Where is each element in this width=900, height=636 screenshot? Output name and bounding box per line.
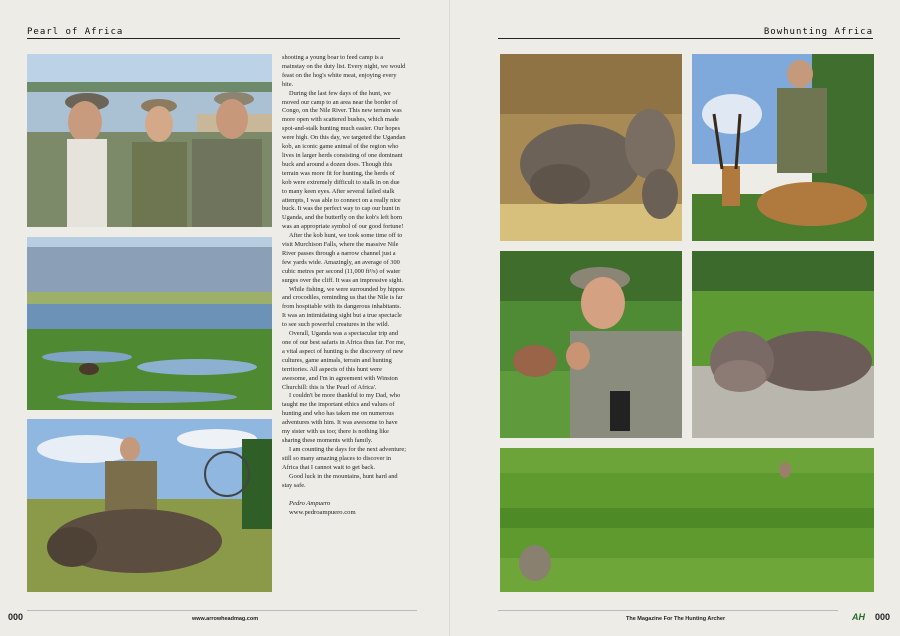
author-name: Pedro Ampuero xyxy=(289,500,331,508)
author-website: www.pedroampuero.com xyxy=(289,509,356,517)
article-paragraph: I couldn't be more thankful to my Dad, who taught me the important ethics and values of hunting and who has taken me on numerous adventures with him. It was awesome to have my sister with us too; there is nothing like sharing these moments with family. xyxy=(282,392,401,444)
article-paragraph: Overall, Uganda was a spectacular trip and one of our best safaris in Africa thus far. For me, a vital aspect of hunting is the discovery of new cultures, game animals, terrain and hunting territories. All aspects of this hunt were awesome, and I'm in agreement with Winston Churchill: this is 'the Pearl of Africa'. xyxy=(282,330,406,391)
three-hunters-photo xyxy=(27,54,272,227)
arrowhead-logo-icon: AH xyxy=(852,612,865,622)
article-paragraph: I am counting the days for the next adventure; still so many amazing places to discover in Africa that I cannot wait to get back. xyxy=(282,445,406,471)
right-header-rule xyxy=(498,38,873,39)
left-footer-rule xyxy=(27,610,417,611)
article-body xyxy=(282,54,406,594)
left-header-rule xyxy=(27,38,400,39)
author-signature xyxy=(282,499,406,517)
left-section-title: Pearl of Africa xyxy=(27,27,124,37)
left-page-number: 000 xyxy=(8,612,24,622)
article-paragraph: During the last few days of the hunt, we moved our camp to an area near the border of Congo, on the Nile River. This new terrain was more open with scattered bushes, which made spot-and-stalk hunting much easier. Our hopes were high. On this day, we targeted the Ugandan kob, an iconic game animal of the region who lives in larger herds consisting of one dominant buck and around a dozen does. Though this terrain was more fit for hunting, the herds of kob were extremely difficult to stalk in on due to many keen eyes. After several failed stalk attempts, I was able to connect on a really nice buck. It was the perfect way to cap our hunt in Uganda, and the butterfly on the kob's left horn was an appropriate symbol of our good fortune! xyxy=(282,89,406,231)
hippo-photo xyxy=(692,251,874,438)
spine-gutter xyxy=(449,0,451,636)
article-paragraph: shooting a young boar to feed camp is a mainstay on the duty list. Every night, we would feast on the hog's white meat, enjoying every bite. xyxy=(282,54,406,88)
article-paragraph: While fishing, we were surrounded by hippos and crocodiles, reminding us that the Nile is far from hospitable with its dangerous inhabitants. It was an intimidating sight but a true spectacle to see such powerful creatures in the wild. xyxy=(282,285,405,329)
tall-grass-photo xyxy=(500,448,874,592)
warthogs-photo xyxy=(500,54,682,241)
right-section-title: Bowhunting Africa xyxy=(763,27,873,37)
article-paragraph: Good luck in the mountains, hunt hard and stay safe. xyxy=(282,472,398,489)
article-paragraph: After the kob hunt, we took some time off to visit Murchison Falls, where the massive Nile River passes through a narrow channel just a few yards wide. Amazingly, an average of 300 cubic metres per second (11,000 ft³/s) of water surges over the cliff. It was an impressive sight. xyxy=(282,232,403,284)
celebration-photo xyxy=(500,251,682,438)
footer-url: www.arrowheadmag.com xyxy=(192,616,259,622)
warthog-trophy-photo xyxy=(27,419,272,592)
footer-tagline: The Magazine For The Hunting Archer xyxy=(626,616,726,622)
kob-trophy-photo xyxy=(692,54,874,241)
right-footer-rule xyxy=(498,610,838,611)
right-page-number: 000 xyxy=(875,612,891,622)
nile-wetland-photo xyxy=(27,237,272,410)
